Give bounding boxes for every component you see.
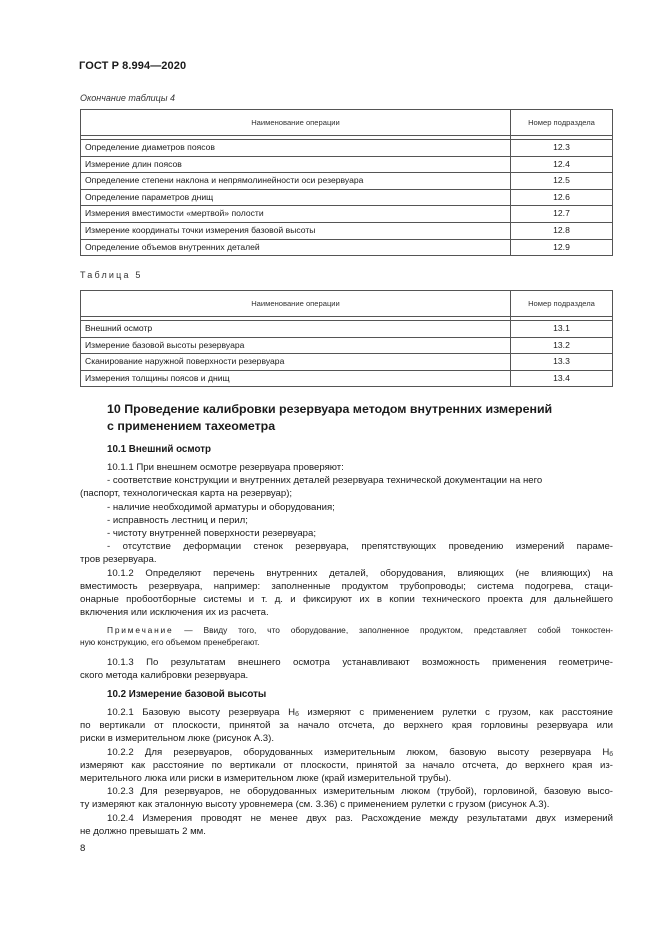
paragraph-10-1-2: 10.1.2 Определяют перечень внутренних деталей, оборудования, влияющих (не влияющих) на [107, 567, 613, 579]
paragraph-line: риски в измерительном люке (рисунок А.3). [80, 733, 274, 745]
table-row [81, 140, 613, 157]
section-10-title-line1: 10 Проведение калибровки резервуара методом внутренних измерений [107, 402, 553, 416]
section-10-title-line2: с применением тахеометра [107, 419, 276, 433]
operation-cell: Определение объемов внутренних деталей [81, 239, 511, 256]
section-cell: 12.9 [511, 239, 613, 256]
paragraph-line: вместимость резервуара, например: заполненные продуктом трубопроводы; система подогрева, стаци- [80, 580, 613, 592]
table5 [80, 290, 613, 387]
paragraph-line: включения или исключения их из расчета. [80, 607, 269, 619]
table5-col-operation: Наименование операции [81, 291, 511, 317]
paragraph-line: онарные пробоотборные системы и т. д. и фиксируют их в копии технического проекта для дальнейшего [80, 594, 613, 606]
subsection-10-1-heading: 10.1 Внешний осмотр [107, 444, 212, 455]
section-cell: 12.5 [511, 173, 613, 190]
table-row [81, 206, 613, 223]
paragraph-10-1-1: 10.1.1 При внешнем осмотре резервуара проверяют: [107, 462, 344, 473]
operation-cell: Определение параметров днищ [81, 189, 511, 206]
note-label: Примечание [107, 625, 174, 635]
paragraph-text: 10.2.1 Базовую высоту резервуара Н [107, 707, 296, 718]
paragraph-line: 10.1.3 По результатам внешнего осмотра устанавливают возможность применения геометриче- [107, 657, 613, 668]
section-cell: 13.4 [511, 370, 613, 387]
section-cell: 13.2 [511, 337, 613, 354]
paragraph-line: по вертикали от плоскости, принятой за начало отсчета, до верхнего края горловины резервуара или [80, 720, 613, 732]
paragraph-line: не должно превышать 2 мм. [80, 825, 206, 837]
list-item: - исправность лестниц и перил; [107, 514, 248, 526]
paragraph-text: измеряют с применением рулетки с грузом, как расстояние [298, 707, 613, 718]
subscript: б [609, 750, 613, 758]
table5-header-row [81, 291, 613, 317]
standard-code: ГОСТ Р 8.994—2020 [79, 60, 187, 72]
paragraph-10-2-2 [80, 746, 613, 759]
section-10-heading [107, 401, 617, 435]
paragraph-line: мерительного люка или риски в измерительном люке (край измерительной трубы). [80, 773, 452, 785]
table-row [81, 370, 613, 387]
table5-caption: Таблица 5 [80, 270, 143, 280]
table-row [81, 222, 613, 239]
table-row [81, 239, 613, 256]
subsection-10-2-heading: 10.2 Измерение базовой высоты [107, 689, 267, 700]
list-item: - чистоту внутренней поверхности резервуара; [107, 528, 317, 540]
section-cell: 13.3 [511, 354, 613, 371]
page-number: 8 [80, 843, 86, 854]
table-row [81, 354, 613, 371]
paragraph-10-2-4: 10.2.4 Измерения проводят не менее двух раз. Расхождение между результатами двух измерений [107, 812, 613, 824]
table-row [81, 189, 613, 206]
operation-cell: Измерения толщины поясов и днищ [81, 370, 511, 387]
subscript: б [295, 711, 299, 718]
list-item: - отсутствие деформации стенок резервуара, препятствующих проведению измерений параме- [107, 541, 613, 553]
table-row [81, 173, 613, 190]
paragraph-10-1-3 [80, 656, 613, 682]
operation-cell: Определение степени наклона и непрямолинейности оси резервуара [81, 173, 511, 190]
section-cell: 12.8 [511, 222, 613, 239]
subsection-10-2-body [80, 706, 613, 838]
table-row [81, 156, 613, 173]
table4-col-operation: Наименование операции [81, 110, 511, 136]
subsection-10-1-body [80, 461, 613, 619]
table4-caption: Окончание таблицы 4 [80, 93, 175, 103]
note-text: — Ввиду того, что оборудование, заполненное продуктом, представляет собой тонкостен- [173, 625, 613, 635]
list-item-continuation: (паспорт, технологическая карта на резервуар); [80, 488, 293, 500]
table4-col-section: Номер подраздела [511, 110, 613, 136]
table-row [81, 321, 613, 338]
operation-cell: Измерение базовой высоты резервуара [81, 337, 511, 354]
list-item-continuation: тров резервуара. [80, 554, 157, 566]
operation-cell: Измерение длин поясов [81, 156, 511, 173]
paragraph-line: ту измеряют как эталонную высоту уровнемера (см. 3.36) с применением рулетки с грузом (рисунок А.3). [80, 799, 550, 811]
list-item: - соответствие конструкции и внутренних деталей резервуара технической документации на него [107, 475, 543, 487]
note [80, 624, 613, 648]
section-cell: 12.3 [511, 140, 613, 157]
note-line [80, 624, 613, 636]
paragraph-10-2-3: 10.2.3 Для резервуаров, не оборудованных измерительным люком (трубой), горловиной, базовую высо- [107, 786, 613, 798]
paragraph-line: ского метода калибровки резервуара. [80, 670, 249, 682]
operation-cell: Измерение координаты точки измерения базовой высоты [81, 222, 511, 239]
table4 [80, 109, 613, 256]
paragraph-text: 10.2.2 Для резервуаров, оборудованных измерительным люком, базовую высоту резервуара Н [107, 746, 610, 758]
paragraph-10-2-1 [80, 706, 613, 719]
operation-cell: Сканирование наружной поверхности резервуара [81, 354, 511, 371]
section-cell: 12.4 [511, 156, 613, 173]
note-line: ную конструкцию, его объемом пренебрегают. [80, 637, 260, 647]
section-cell: 12.6 [511, 189, 613, 206]
list-item: - наличие необходимой арматуры и оборудования; [107, 501, 335, 513]
paragraph-line: измеряют как расстояние по вертикали от плоскости, принятой за начало отсчета, до верхнего края из- [80, 759, 613, 771]
table5-col-section: Номер подраздела [511, 291, 613, 317]
table-row [81, 337, 613, 354]
section-cell: 13.1 [511, 321, 613, 338]
operation-cell: Внешний осмотр [81, 321, 511, 338]
table4-header-row [81, 110, 613, 136]
section-cell: 12.7 [511, 206, 613, 223]
operation-cell: Определение диаметров поясов [81, 140, 511, 157]
operation-cell: Измерения вместимости «мертвой» полости [81, 206, 511, 223]
